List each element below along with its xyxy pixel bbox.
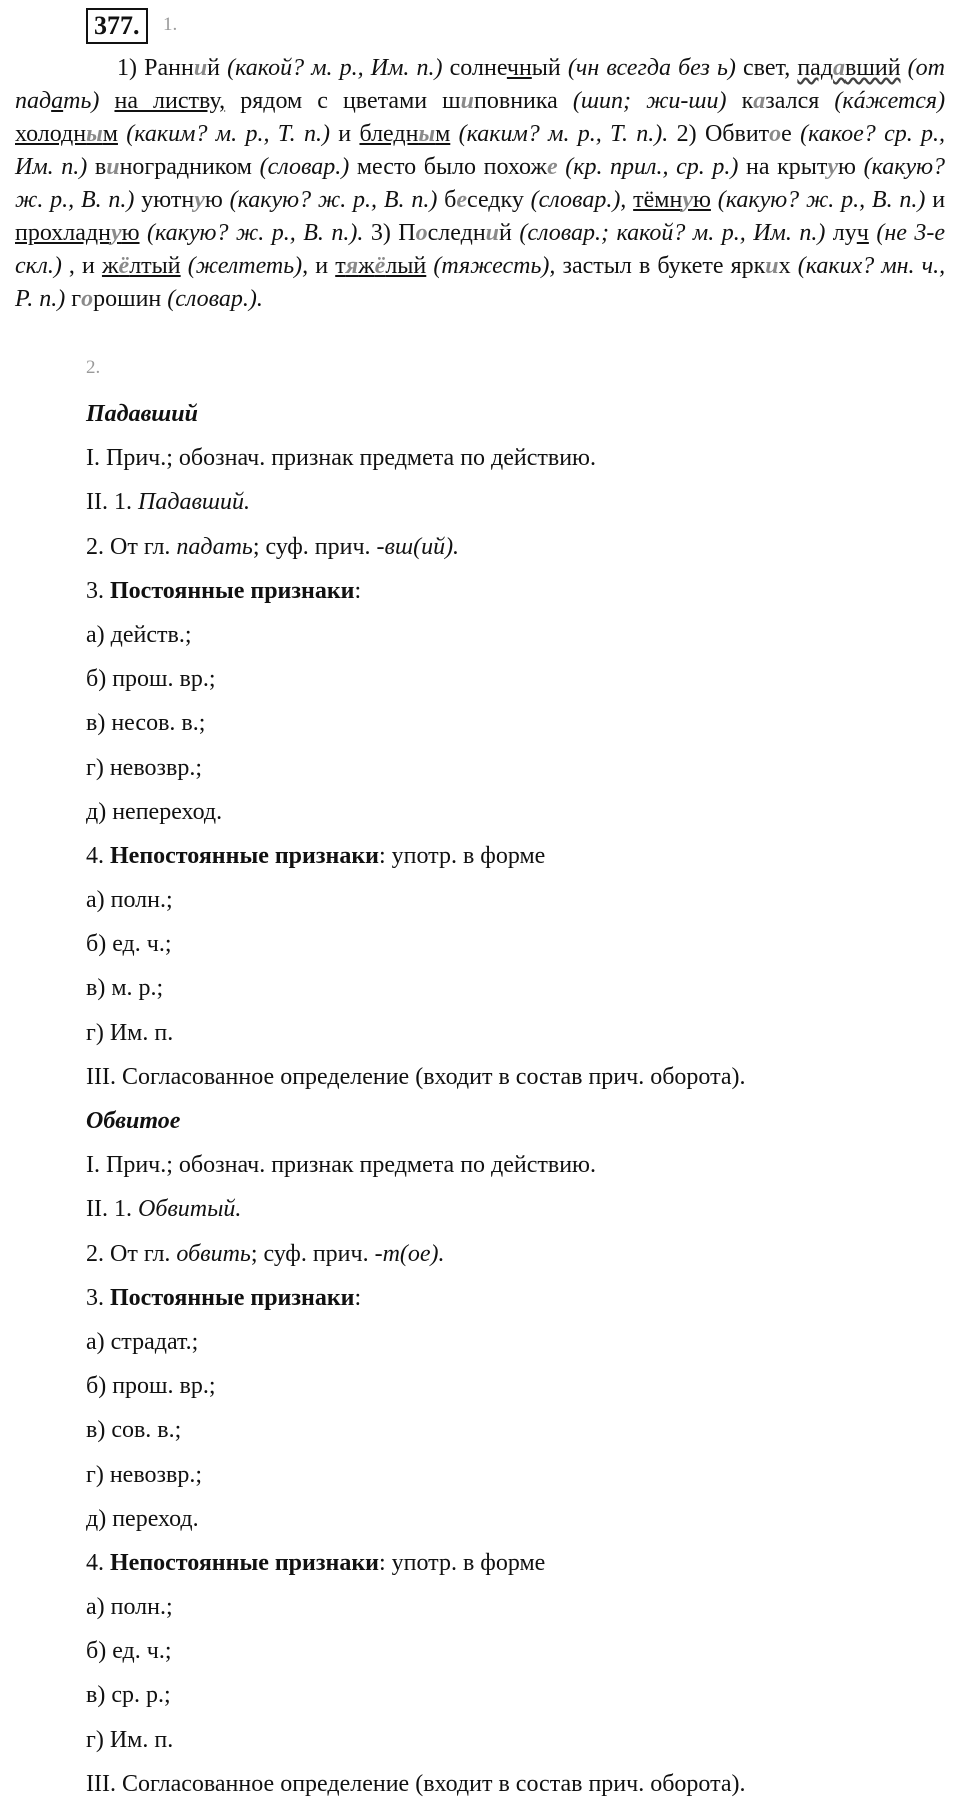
dependent-phrase: на листву, <box>114 88 226 114</box>
orthogram: о <box>81 286 94 312</box>
text: ый <box>531 55 561 81</box>
analysis-line <box>86 480 946 524</box>
text: й <box>207 55 221 81</box>
orthogram: ё <box>118 253 130 279</box>
text: Непостоянные признаки <box>110 1549 379 1576</box>
analysis-line <box>86 569 946 613</box>
part2-marker: 2. <box>86 357 101 378</box>
text: лтый <box>129 253 181 279</box>
analysis-line: I. Прич.; обознач. признак предмета по действию. <box>86 445 596 472</box>
feature-item: а) страдат.; <box>86 1328 199 1355</box>
comment: (словар.) <box>259 154 350 180</box>
comment: (кáжется) <box>834 88 946 114</box>
orthogram: у <box>194 187 205 213</box>
text: Непостоянные признаки <box>110 842 379 869</box>
orthogram: о <box>415 220 428 246</box>
orthogram-underlined: ч <box>856 220 869 246</box>
text: лу <box>832 220 857 246</box>
feature-item: д) переход. <box>86 1505 199 1532</box>
text: ть) <box>63 88 100 114</box>
text: II. 1. <box>86 489 138 516</box>
adjective <box>335 253 426 279</box>
comment: (словар.; какой? м. р., Им. п.) <box>519 220 826 246</box>
orthogram: о <box>769 121 782 147</box>
analysis-line <box>86 1232 946 1276</box>
text: : употр. в форме <box>378 1549 546 1576</box>
text: 3) П <box>370 220 416 246</box>
analysis-line <box>86 1541 946 1585</box>
orthogram: а <box>833 55 846 81</box>
text: ю <box>204 187 223 213</box>
analysis-line <box>86 1187 946 1231</box>
text: на крыт <box>746 154 828 180</box>
text: : <box>354 1284 362 1311</box>
feature-item: а) полн.; <box>86 887 173 914</box>
word-title: Падавший <box>86 401 198 427</box>
text: бледн <box>359 121 419 147</box>
exercise-text <box>15 52 945 316</box>
comment: (словар.), <box>530 187 627 213</box>
text: 1) Ранн <box>117 55 194 81</box>
text: е <box>781 121 792 147</box>
comment: (какую? ж. р., В. п.) <box>717 187 926 213</box>
text: -вш(ий). <box>376 533 460 560</box>
text: м <box>435 121 451 147</box>
feature-item: б) прош. вр.; <box>86 1373 216 1400</box>
comment: (кр. прил., ср. р.) <box>565 154 739 180</box>
orthogram: у <box>110 220 122 246</box>
adjective <box>102 253 181 279</box>
text: Постоянные признаки <box>110 577 355 604</box>
text: 2) Обвит <box>676 121 770 147</box>
feature-item: д) непереход. <box>86 798 223 825</box>
text: ю <box>692 187 711 213</box>
comment: (словар.). <box>167 286 263 312</box>
adjective <box>359 121 450 147</box>
part1-marker: 1. <box>163 14 178 35</box>
text: повника <box>474 88 558 114</box>
orthogram: ы <box>86 121 103 147</box>
exercise-number: 377. <box>86 8 148 44</box>
text: рядом с цветами ш <box>240 88 461 114</box>
analysis-line <box>86 834 946 878</box>
text: т <box>335 253 346 279</box>
orthogram: я <box>345 253 359 279</box>
text: пад <box>797 55 834 81</box>
orthogram: и <box>765 253 779 279</box>
comment: (желтеть), <box>187 253 309 279</box>
text: II. 1. <box>86 1196 138 1223</box>
text: 2. От гл. <box>86 533 177 560</box>
text: к <box>741 88 754 114</box>
text: обвить <box>176 1240 251 1267</box>
comment: (каких? мн. ч., Р. п.) <box>15 253 946 312</box>
text: ноградником <box>119 154 252 180</box>
comment: (какую? ж. р., В. п.) <box>15 154 946 213</box>
word-title: Обвитое <box>86 1108 181 1134</box>
morphological-analysis <box>86 392 946 1806</box>
text: ж <box>358 253 375 279</box>
orthogram: и <box>193 55 208 81</box>
comment: (какой? м. р., Им. п.) <box>227 55 443 81</box>
orthogram: ы <box>418 121 436 147</box>
text: седку <box>467 187 524 213</box>
feature-item: б) прош. вр.; <box>86 666 216 693</box>
comment: (каким? м. р., Т. п.) <box>126 121 330 147</box>
text: и <box>315 253 329 279</box>
text: 3. <box>86 1284 110 1311</box>
text: холодн <box>15 121 87 147</box>
text: застыл в букете ярк <box>562 253 766 279</box>
text: , и <box>68 253 95 279</box>
text: вший <box>845 55 901 81</box>
orthogram: и <box>460 88 475 114</box>
feature-item: г) Им. п. <box>86 1019 174 1046</box>
comment: (шип; жи-ши) <box>572 88 727 114</box>
orthogram: е <box>456 187 468 213</box>
orthogram: у <box>827 154 839 180</box>
orthogram: ё <box>374 253 386 279</box>
comment: (какую? ж. р., В. п.) <box>229 187 438 213</box>
comment: (не 3-е скл.) <box>15 220 946 279</box>
orthogram: и <box>106 154 120 180</box>
text: в <box>94 154 107 180</box>
text: ю <box>838 154 856 180</box>
text: г <box>71 286 82 312</box>
text: место было похож <box>356 154 547 180</box>
text: падать <box>176 533 253 560</box>
feature-item: в) ср. р.; <box>86 1682 171 1709</box>
orthogram: е <box>546 154 558 180</box>
adjective <box>633 187 711 213</box>
feature-item: г) невозвр.; <box>86 754 202 781</box>
feature-item: а) полн.; <box>86 1594 173 1621</box>
text: Обвитый. <box>137 1196 242 1223</box>
feature-item: в) сов. в.; <box>86 1417 182 1444</box>
feature-item: в) м. р.; <box>86 975 164 1002</box>
analysis-line <box>86 525 946 569</box>
text: следн <box>427 220 486 246</box>
text: 4. <box>86 842 110 869</box>
text: тёмн <box>633 187 683 213</box>
feature-item: б) ед. ч.; <box>86 931 172 958</box>
text: м <box>102 121 118 147</box>
comment: (какую? ж. р., В. п.). <box>147 220 364 246</box>
analysis-line: III. Согласованное определение (входит в состав прич. оборота). <box>86 1063 746 1090</box>
text: солне <box>449 55 507 81</box>
text: и <box>932 187 946 213</box>
analysis-line: III. Согласованное определение (входит в состав прич. оборота). <box>86 1770 746 1797</box>
text: и <box>338 121 352 147</box>
text: 2. От гл. <box>86 1240 177 1267</box>
text: рошин <box>93 286 162 312</box>
text: а <box>51 88 64 114</box>
text: ю <box>121 220 140 246</box>
text: -т(ое). <box>374 1240 445 1267</box>
text: зался <box>765 88 820 114</box>
comment: (тяжесть), <box>433 253 556 279</box>
analysis-line <box>86 1276 946 1320</box>
text: ; суф. прич. <box>252 533 377 560</box>
text: лый <box>385 253 427 279</box>
text: 4. <box>86 1549 110 1576</box>
feature-item: б) ед. ч.; <box>86 1638 172 1665</box>
comment: (каким? м. р., Т. п.). <box>458 121 669 147</box>
orthogram: и <box>485 220 500 246</box>
text: 3. <box>86 577 110 604</box>
orthogram: а <box>753 88 766 114</box>
feature-item: г) Им. п. <box>86 1726 174 1753</box>
feature-item: в) несов. в.; <box>86 710 206 737</box>
comment: (чн всегда без ь) <box>567 55 736 81</box>
text: б <box>444 187 457 213</box>
text: (от пад <box>15 55 945 114</box>
comment: (какое? ср. р., Им. п.) <box>15 121 946 180</box>
feature-item: г) невозвр.; <box>86 1461 202 1488</box>
participle <box>797 55 900 81</box>
text: уютн <box>141 187 195 213</box>
text: Постоянные признаки <box>110 1284 355 1311</box>
text: прохладн <box>15 220 111 246</box>
text: свет, <box>743 55 791 81</box>
text: й <box>499 220 512 246</box>
text: : <box>354 577 362 604</box>
text: : употр. в форме <box>378 842 546 869</box>
orthogram: у <box>682 187 693 213</box>
text: х <box>778 253 791 279</box>
analysis-line: I. Прич.; обознач. признак предмета по действию. <box>86 1152 596 1179</box>
text: Падавший. <box>137 489 250 516</box>
orthogram-underlined: чн <box>506 55 532 81</box>
text: ; суф. прич. <box>250 1240 375 1267</box>
adjective <box>15 121 118 147</box>
text: ж <box>101 253 119 279</box>
feature-item: а) действ.; <box>86 621 192 648</box>
adjective <box>15 220 140 246</box>
